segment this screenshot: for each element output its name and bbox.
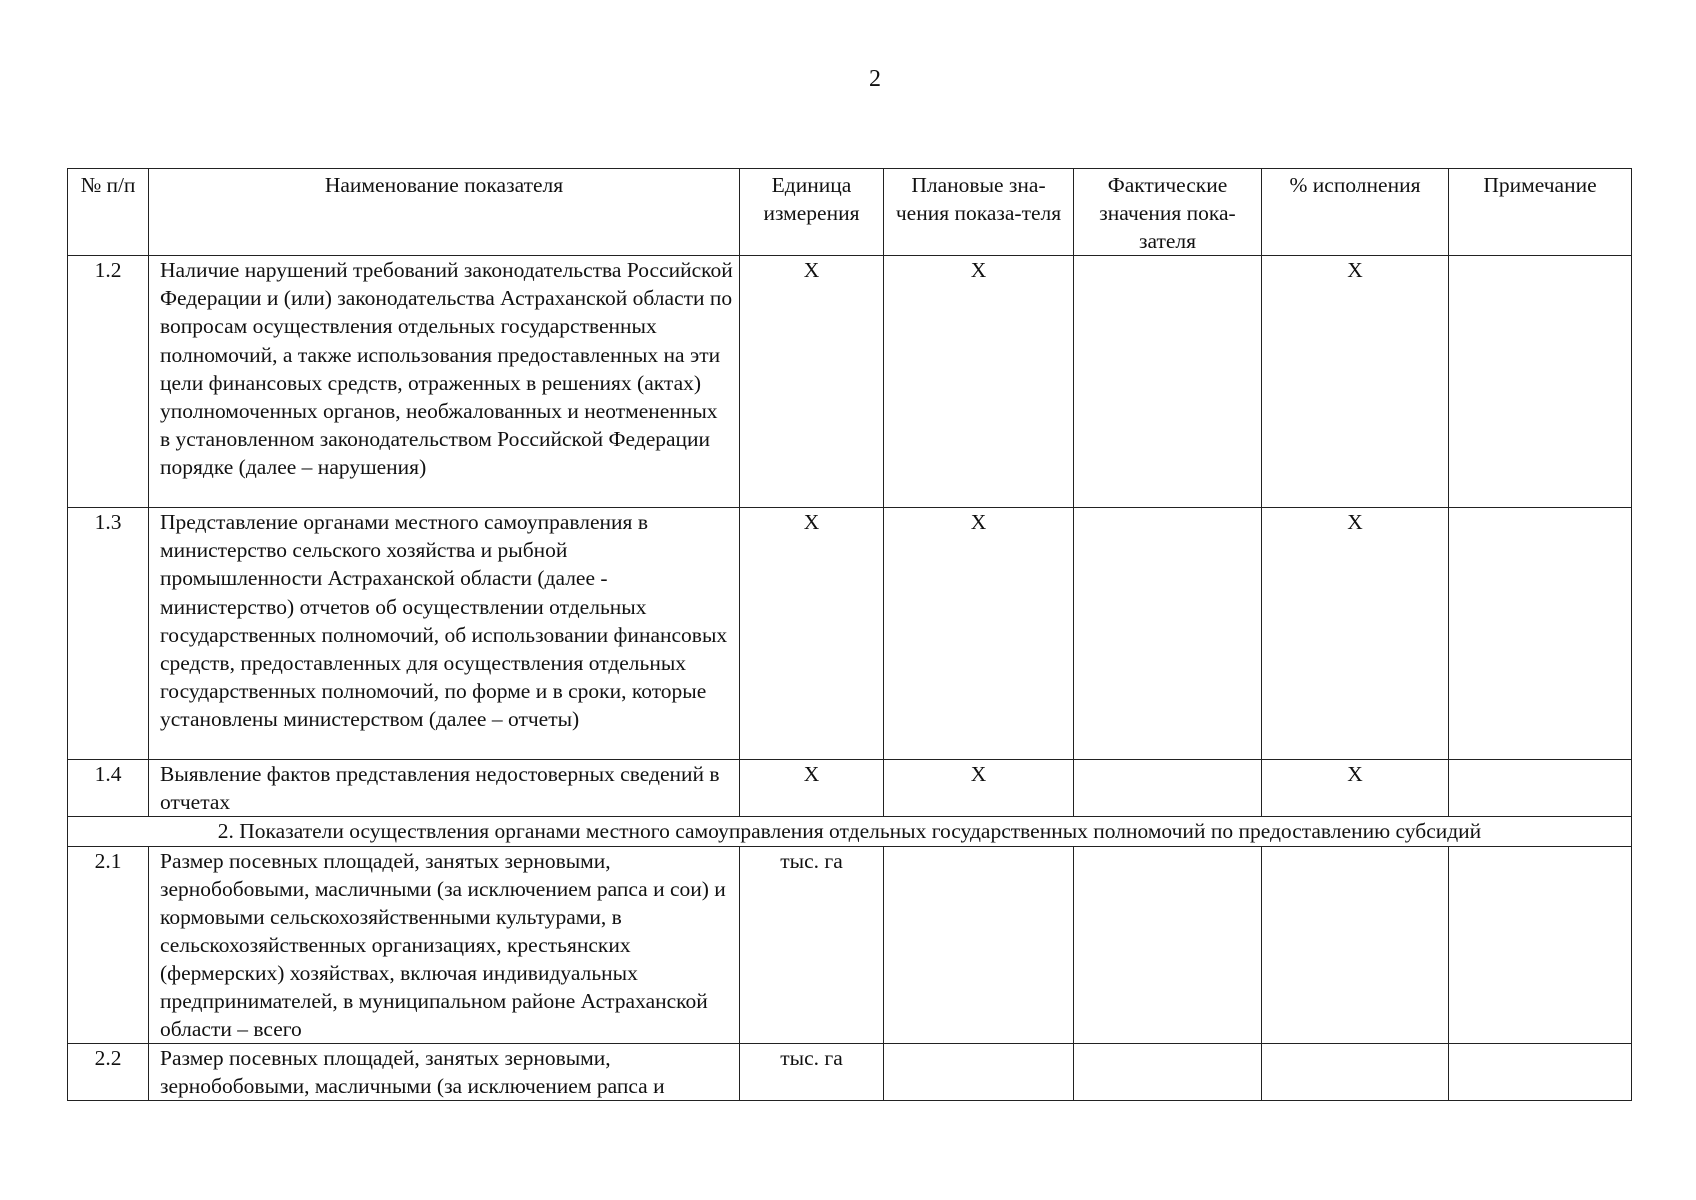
row-num: 2.2 — [68, 1044, 149, 1101]
header-percent: % исполнения — [1262, 169, 1449, 256]
row-num: 1.2 — [68, 256, 149, 508]
row-note — [1449, 846, 1632, 1044]
row-percent: Х — [1262, 760, 1449, 817]
row-note — [1449, 256, 1632, 508]
row-note — [1449, 760, 1632, 817]
row-name: Размер посевных площадей, занятых зерновыми, зернобобовыми, масличными (за исключением рапса и — [149, 1044, 740, 1101]
row-name: Выявление фактов представления недостоверных сведений в отчетах — [149, 760, 740, 817]
table-row — [68, 846, 1632, 1044]
row-unit: тыс. га — [740, 1044, 884, 1101]
table-row — [68, 760, 1632, 817]
row-num: 1.4 — [68, 760, 149, 817]
row-name: Размер посевных площадей, занятых зерновыми, зернобобовыми, масличными (за исключением рапса и сои) и кормовыми сельскохозяйственными культурами, в сельскохозяйственных организациях, крестьянских (фермерских) хозяйствах, включая индивидуальных предпринимателей, в муниципальном районе Астраханской области – всего — [149, 846, 740, 1044]
section-header-row — [68, 817, 1632, 846]
row-name: Представление органами местного самоуправления в министерство сельского хозяйства и рыбной промышленности Астраханской области (далее - министерство) отчетов об осуществлении отдельных государственных полномочий, об использовании финансовых средств, предоставленных для осуществления отдельных государственных полномочий, по форме и в сроки, которые установлены министерством (далее – отчеты) — [149, 508, 740, 760]
row-percent: Х — [1262, 256, 1449, 508]
row-num: 1.3 — [68, 508, 149, 760]
row-note — [1449, 508, 1632, 760]
row-fact — [1074, 760, 1262, 817]
indicators-table — [67, 168, 1632, 1101]
row-fact — [1074, 846, 1262, 1044]
header-plan: Плановые зна-чения показа-теля — [884, 169, 1074, 256]
row-plan — [884, 846, 1074, 1044]
row-unit: Х — [740, 508, 884, 760]
row-plan: Х — [884, 760, 1074, 817]
header-note: Примечание — [1449, 169, 1632, 256]
row-fact — [1074, 508, 1262, 760]
row-name: Наличие нарушений требований законодательства Российской Федерации и (или) законодательства Астраханской области по вопросам осуществления отдельных государственных полномочий, а также использования предоставленных на эти цели финансовых средств, отраженных в решениях (актах) уполномоченных органов, необжалованных и неотмененных в установленном законодательством Российской Федерации порядке (далее – нарушения) — [149, 256, 740, 508]
row-plan: Х — [884, 256, 1074, 508]
header-unit: Единица измерения — [740, 169, 884, 256]
row-percent — [1262, 1044, 1449, 1101]
row-fact — [1074, 256, 1262, 508]
row-note — [1449, 1044, 1632, 1101]
header-row — [68, 169, 1632, 256]
row-unit: Х — [740, 760, 884, 817]
table-row — [68, 508, 1632, 760]
row-fact — [1074, 1044, 1262, 1101]
row-plan: Х — [884, 508, 1074, 760]
section-title: 2. Показатели осуществления органами местного самоуправления отдельных государственных полномочий по предоставлению субсидий — [68, 817, 1632, 846]
header-fact: Фактические значения пока-зателя — [1074, 169, 1262, 256]
row-unit: тыс. га — [740, 846, 884, 1044]
row-plan — [884, 1044, 1074, 1101]
page-number: 2 — [869, 66, 881, 92]
table-row — [68, 256, 1632, 508]
row-num: 2.1 — [68, 846, 149, 1044]
header-name: Наименование показателя — [149, 169, 740, 256]
row-percent — [1262, 846, 1449, 1044]
row-unit: Х — [740, 256, 884, 508]
table-row — [68, 1044, 1632, 1101]
row-percent: Х — [1262, 508, 1449, 760]
header-num: № п/п — [68, 169, 149, 256]
